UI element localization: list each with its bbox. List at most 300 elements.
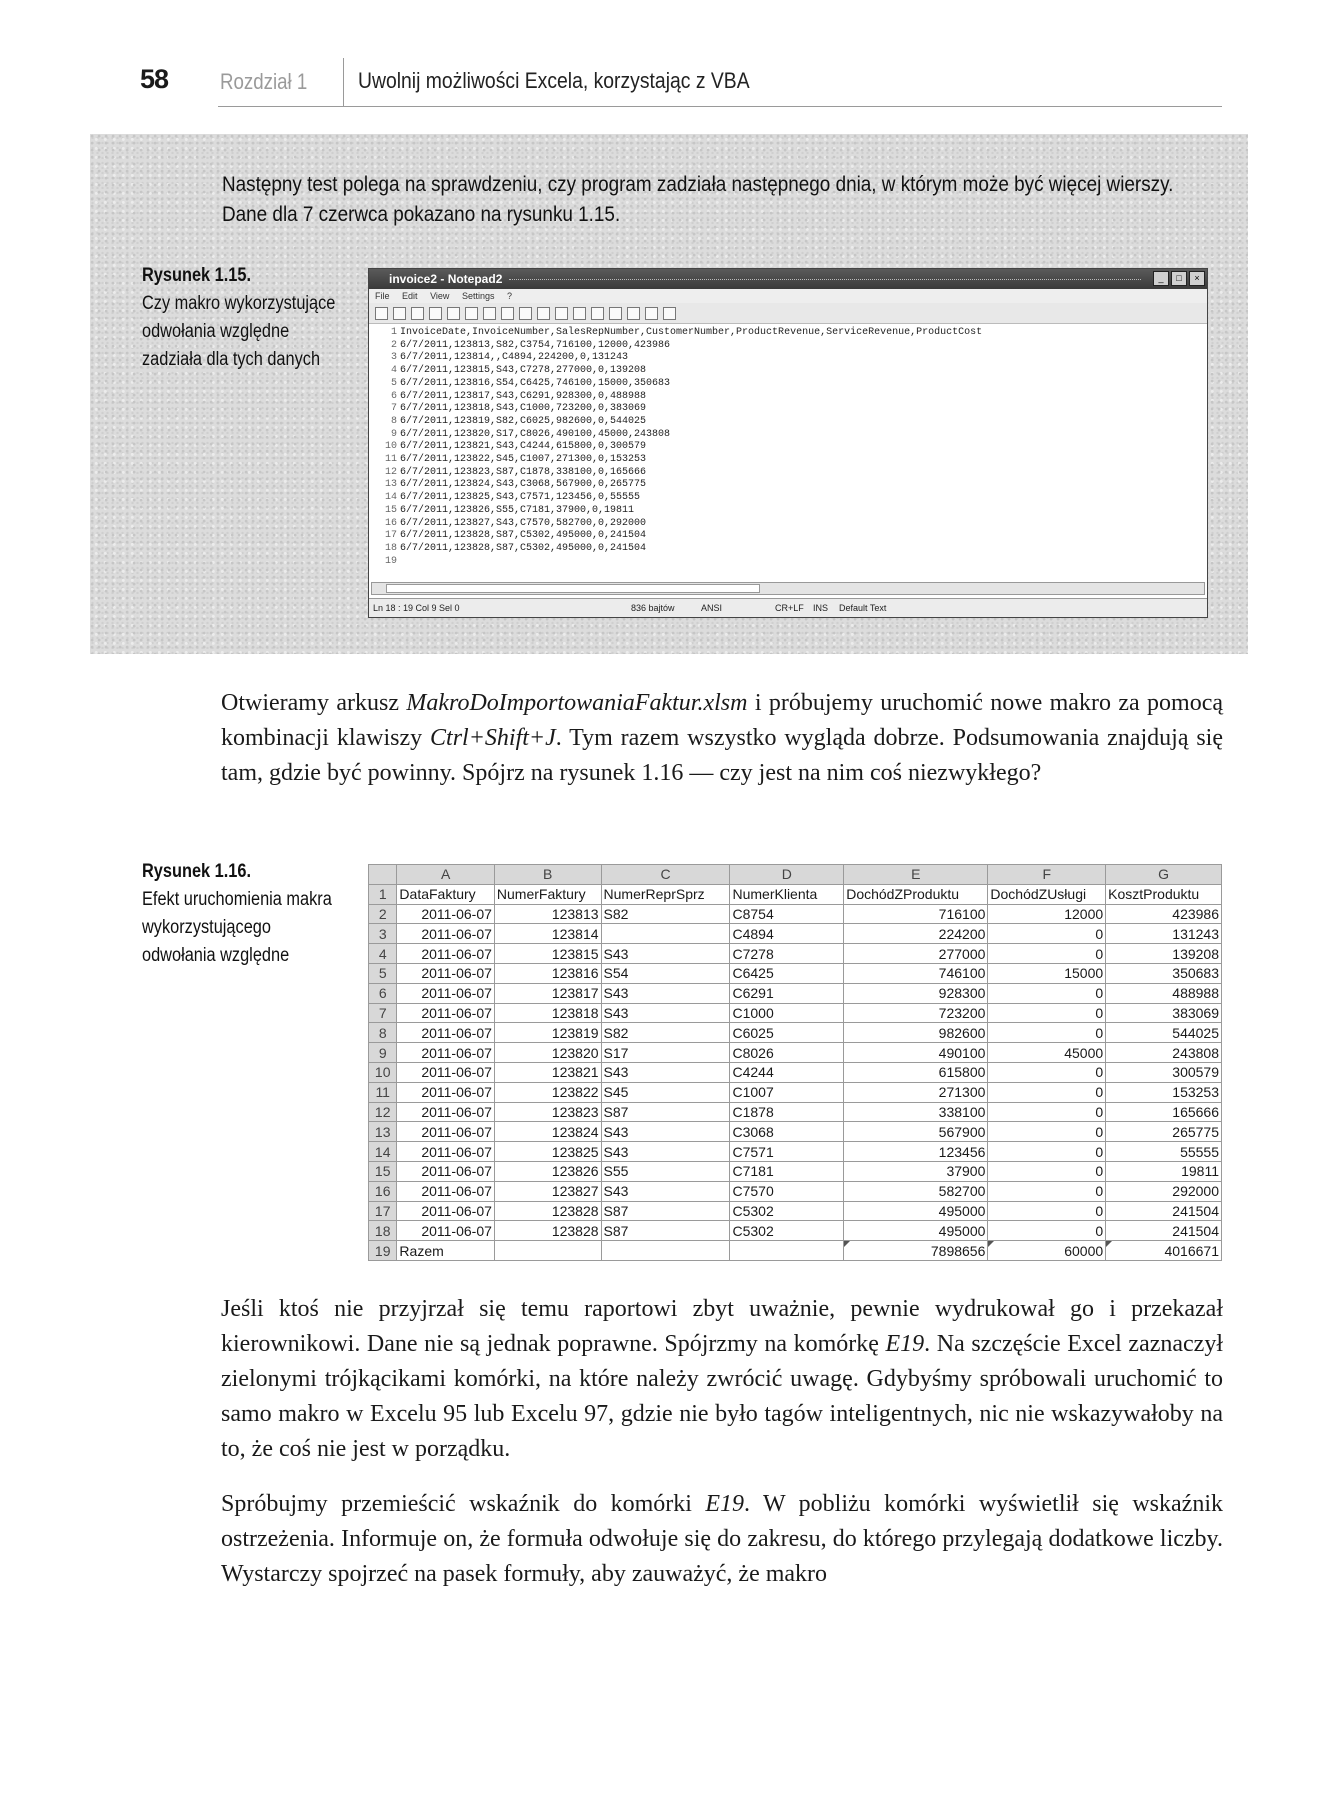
- row-header[interactable]: 16: [369, 1181, 397, 1201]
- cell[interactable]: 123819: [494, 1023, 601, 1043]
- cell[interactable]: 123828: [494, 1221, 601, 1241]
- row-header[interactable]: 2: [369, 904, 397, 924]
- line-number: 9: [390, 428, 397, 440]
- open-file-icon[interactable]: [393, 307, 406, 320]
- line-text: 6/7/2011,123826,S55,C7181,37900,0,19811: [400, 504, 635, 516]
- row-header[interactable]: 18: [369, 1221, 397, 1241]
- cell[interactable]: C7570: [730, 1181, 844, 1201]
- line-number: 1: [390, 327, 397, 338]
- cell[interactable]: S43: [601, 1122, 730, 1142]
- menu-help[interactable]: ?: [506, 291, 512, 301]
- line-number: 16: [384, 517, 397, 529]
- cell[interactable]: S43: [601, 1062, 730, 1082]
- row-header[interactable]: 13: [369, 1122, 397, 1142]
- line-text: 6/7/2011,123821,S43,C4244,615800,0,300579: [400, 441, 647, 453]
- cell[interactable]: C5302: [730, 1201, 844, 1221]
- editor-line: [369, 454, 1207, 467]
- cell[interactable]: 615800: [844, 1062, 988, 1082]
- row-header[interactable]: 7: [369, 1003, 397, 1023]
- cell[interactable]: S82: [601, 904, 730, 924]
- row-header[interactable]: 5: [369, 963, 397, 983]
- notepad-titlebar: [369, 269, 1207, 289]
- example-line-2: Dane dla 7 czerwca pokazano na rysunku 1.15.: [222, 203, 621, 226]
- table-row: [369, 983, 1222, 1003]
- line-text: 6/7/2011,123817,S43,C6291,928300,0,488988: [400, 390, 647, 402]
- line-text: 6/7/2011,123824,S43,C3068,567900,0,265775: [400, 479, 647, 491]
- cell[interactable]: 582700: [844, 1181, 988, 1201]
- cell[interactable]: NumerReprSprz: [601, 884, 730, 904]
- cell[interactable]: 153253: [1106, 1082, 1222, 1102]
- cell[interactable]: 0: [988, 983, 1106, 1003]
- cell[interactable]: 19811: [1106, 1161, 1222, 1181]
- row-header[interactable]: 12: [369, 1102, 397, 1122]
- column-header[interactable]: F: [988, 865, 1106, 885]
- cell[interactable]: 265775: [1106, 1122, 1222, 1142]
- line-text: 6/7/2011,123823,S87,C1878,338100,0,165666: [400, 466, 647, 478]
- editor-line: [369, 352, 1207, 365]
- cell[interactable]: 746100: [844, 963, 988, 983]
- text: . Tym razem wszystko wygląda dobrze. Podsumowania znajdują się tam, gdzie być powinny. Spójrz na rysunek 1.16 — czy jest na nim coś niezwykłego?: [221, 725, 1223, 786]
- table-row: [369, 1003, 1222, 1023]
- header-divider: [343, 58, 344, 106]
- zoom-in-icon[interactable]: [591, 307, 604, 320]
- column-header[interactable]: E: [844, 865, 988, 885]
- cell[interactable]: 277000: [844, 944, 988, 964]
- editor-line: [369, 340, 1207, 353]
- maximize-icon[interactable]: □: [1171, 271, 1187, 286]
- undo-icon[interactable]: [447, 307, 460, 320]
- line-number: 4: [390, 365, 397, 377]
- cell[interactable]: 2011-06-07: [397, 1043, 494, 1063]
- cell[interactable]: C8754: [730, 904, 844, 924]
- shortcut: Ctrl+Shift+J: [430, 725, 556, 751]
- status-encoding: ANSI: [701, 603, 723, 613]
- cell[interactable]: C3068: [730, 1122, 844, 1142]
- replace-icon[interactable]: [555, 307, 568, 320]
- cell[interactable]: C1000: [730, 1003, 844, 1023]
- cell[interactable]: S82: [601, 1023, 730, 1043]
- cell[interactable]: S54: [601, 963, 730, 983]
- text: i próbujemy uruchomić nowe makro za pomocą kombinacji klawiszy: [221, 690, 1223, 751]
- paragraph-1: [221, 686, 1223, 791]
- line-text: 6/7/2011,123820,S17,C8026,490100,45000,243808: [400, 428, 671, 440]
- paragraph-2: [221, 1292, 1223, 1467]
- cell[interactable]: C1878: [730, 1102, 844, 1122]
- minimize-icon[interactable]: _: [1153, 271, 1169, 286]
- cell[interactable]: 0: [988, 1221, 1106, 1241]
- cell[interactable]: 2011-06-07: [397, 924, 494, 944]
- status-position: Ln 18 : 19 Col 9 Sel 0: [373, 603, 460, 613]
- cell[interactable]: C6291: [730, 983, 844, 1003]
- editor-line: [369, 403, 1207, 416]
- table-row: [369, 1062, 1222, 1082]
- cell[interactable]: 723200: [844, 1003, 988, 1023]
- zoom-out-icon[interactable]: [609, 307, 622, 320]
- cell[interactable]: 123815: [494, 944, 601, 964]
- column-header[interactable]: C: [601, 865, 730, 885]
- cell[interactable]: 2011-06-07: [397, 1142, 494, 1162]
- cell[interactable]: 2011-06-07: [397, 1023, 494, 1043]
- cell[interactable]: 2011-06-07: [397, 1003, 494, 1023]
- select-all-corner[interactable]: [369, 865, 397, 885]
- cell[interactable]: 123826: [494, 1161, 601, 1181]
- editor-line: [369, 327, 1207, 340]
- example-text: [222, 170, 1174, 230]
- line-number: 17: [384, 530, 397, 542]
- cell[interactable]: 123824: [494, 1122, 601, 1142]
- cell[interactable]: DochódZUsługi: [988, 884, 1106, 904]
- copy-icon[interactable]: [501, 307, 514, 320]
- status-size: 836 bajtów: [631, 603, 675, 613]
- cell[interactable]: S87: [601, 1221, 730, 1241]
- notepad-menubar: [369, 289, 1207, 303]
- editor-line: [369, 365, 1207, 378]
- cell[interactable]: 350683: [1106, 963, 1222, 983]
- cell[interactable]: C6425: [730, 963, 844, 983]
- cell[interactable]: 123813: [494, 904, 601, 924]
- browse-icon[interactable]: [411, 307, 424, 320]
- close-icon[interactable]: ×: [1189, 271, 1205, 286]
- line-text: 6/7/2011,123816,S54,C6425,746100,15000,350683: [400, 377, 671, 389]
- text: Otwieramy arkusz: [221, 690, 407, 716]
- cut-icon[interactable]: [483, 307, 496, 320]
- notepad-editor[interactable]: [369, 324, 1207, 577]
- figure-16-caption-line: Efekt uruchomienia makra: [142, 889, 332, 910]
- cell[interactable]: 123818: [494, 1003, 601, 1023]
- column-header[interactable]: A: [397, 865, 494, 885]
- cell[interactable]: 716100: [844, 904, 988, 924]
- header-rule: [218, 106, 1222, 107]
- line-text: 6/7/2011,123822,S45,C1007,271300,0,153253: [400, 454, 647, 466]
- line-number: 18: [384, 542, 397, 554]
- paragraph-3: [221, 1487, 1223, 1592]
- cell[interactable]: S87: [601, 1102, 730, 1122]
- cell[interactable]: 123822: [494, 1082, 601, 1102]
- editor-line: [369, 391, 1207, 404]
- line-text: 6/7/2011,123818,S43,C1000,723200,0,383069: [400, 403, 647, 415]
- table-row: [369, 1201, 1222, 1221]
- find-icon[interactable]: [537, 307, 550, 320]
- line-text: 6/7/2011,123819,S82,C6025,982600,0,544025: [400, 415, 647, 427]
- cell[interactable]: 2011-06-07: [397, 1201, 494, 1221]
- cell[interactable]: 123821: [494, 1062, 601, 1082]
- row-header[interactable]: 14: [369, 1142, 397, 1162]
- cell[interactable]: S43: [601, 1181, 730, 1201]
- row-header[interactable]: 9: [369, 1043, 397, 1063]
- cell[interactable]: C7278: [730, 944, 844, 964]
- editor-line: [369, 416, 1207, 429]
- cell[interactable]: 37900: [844, 1161, 988, 1181]
- line-text: InvoiceDate,InvoiceNumber,SalesRepNumber,CustomerNumber,ProductRevenue,ServiceRevenue,ProductCost: [400, 327, 983, 338]
- status-scheme: Default Text: [839, 603, 887, 613]
- line-number: 14: [384, 492, 397, 504]
- line-text: 6/7/2011,123827,S43,C7570,582700,0,292000: [400, 517, 647, 529]
- line-text: 6/7/2011,123814,,C4894,224200,0,131243: [400, 352, 629, 364]
- cell[interactable]: 123456: [844, 1142, 988, 1162]
- paste-icon[interactable]: [519, 307, 532, 320]
- line-number: 19: [384, 555, 397, 567]
- notepad-toolbar: [369, 303, 1207, 324]
- cell-ref: E19: [885, 1331, 925, 1357]
- cell[interactable]: C7181: [730, 1161, 844, 1181]
- spreadsheet: [368, 864, 1222, 1261]
- column-header[interactable]: B: [494, 865, 601, 885]
- cell[interactable]: 982600: [844, 1023, 988, 1043]
- cell[interactable]: 131243: [1106, 924, 1222, 944]
- cell[interactable]: Razem: [397, 1241, 494, 1261]
- row-header[interactable]: 4: [369, 944, 397, 964]
- editor-line: [369, 429, 1207, 442]
- chapter-title: Uwolnij możliwości Excela, korzystając z VBA: [358, 68, 750, 93]
- cell[interactable]: DochódZProduktu: [844, 884, 988, 904]
- editor-line: [369, 492, 1207, 505]
- cell[interactable]: 123820: [494, 1043, 601, 1063]
- cell[interactable]: C4894: [730, 924, 844, 944]
- redo-icon[interactable]: [465, 307, 478, 320]
- cell[interactable]: 488988: [1106, 983, 1222, 1003]
- cell[interactable]: 0: [988, 1062, 1106, 1082]
- cell[interactable]: S43: [601, 983, 730, 1003]
- figure-15-caption-line: Czy makro wykorzystujące: [142, 293, 336, 314]
- line-number: 15: [384, 504, 397, 516]
- cell[interactable]: 300579: [1106, 1062, 1222, 1082]
- editor-line: [369, 530, 1207, 543]
- cell[interactable]: 2011-06-07: [397, 963, 494, 983]
- cell[interactable]: 55555: [1106, 1142, 1222, 1162]
- exit-icon[interactable]: [663, 307, 676, 320]
- cell[interactable]: 123817: [494, 983, 601, 1003]
- row-header[interactable]: 10: [369, 1062, 397, 1082]
- cell[interactable]: C6025: [730, 1023, 844, 1043]
- cell[interactable]: [601, 1241, 730, 1261]
- cell[interactable]: 0: [988, 1023, 1106, 1043]
- table-row: [369, 1043, 1222, 1063]
- editor-line: [369, 543, 1207, 556]
- filename: MakroDoImportowaniaFaktur.xlsm: [406, 690, 748, 716]
- figure-16-caption-line: odwołania względne: [142, 945, 290, 966]
- text: . Na szczęście Excel zaznaczył zielonymi trójkącikami komórki, na które należy zwrócić uwagę. Gdybyśmy spróbowali uruchomić to samo makro w Excelu 95 lub Excelu 97, gdzie nie było tagów inteligentnych, nic nie wskazywałoby na to, że coś nie jest w porządku.: [221, 1331, 1224, 1462]
- cell[interactable]: 383069: [1106, 1003, 1222, 1023]
- table-row: [369, 944, 1222, 964]
- cell[interactable]: 123814: [494, 924, 601, 944]
- row-header[interactable]: 15: [369, 1161, 397, 1181]
- cell[interactable]: S17: [601, 1043, 730, 1063]
- cell[interactable]: 2011-06-07: [397, 1062, 494, 1082]
- cell[interactable]: 241504: [1106, 1221, 1222, 1241]
- horizontal-scrollbar[interactable]: [371, 582, 1205, 595]
- cell[interactable]: NumerKlienta: [730, 884, 844, 904]
- line-number: 11: [384, 454, 397, 466]
- cell[interactable]: 2011-06-07: [397, 1122, 494, 1142]
- column-header[interactable]: G: [1106, 865, 1222, 885]
- cell[interactable]: 2011-06-07: [397, 944, 494, 964]
- cell[interactable]: S43: [601, 1142, 730, 1162]
- customize-icon[interactable]: [645, 307, 658, 320]
- figure-15-caption-line: zadziała dla tych danych: [142, 349, 321, 370]
- figure-15-caption: [142, 262, 335, 374]
- cell[interactable]: C5302: [730, 1221, 844, 1241]
- table-row: [369, 904, 1222, 924]
- figure-15-label: Rysunek 1.15.: [142, 265, 252, 286]
- cell[interactable]: 2011-06-07: [397, 1161, 494, 1181]
- cell[interactable]: 45000: [988, 1043, 1106, 1063]
- menu-view[interactable]: View: [430, 291, 450, 301]
- cell[interactable]: 2011-06-07: [397, 1102, 494, 1122]
- menu-edit[interactable]: Edit: [402, 291, 418, 301]
- cell[interactable]: 165666: [1106, 1102, 1222, 1122]
- cell[interactable]: 139208: [1106, 944, 1222, 964]
- figure-16-caption: [142, 858, 332, 970]
- column-header[interactable]: D: [730, 865, 844, 885]
- line-text: 6/7/2011,123813,S82,C3754,716100,12000,423986: [400, 339, 671, 351]
- cell[interactable]: C4244: [730, 1062, 844, 1082]
- cell[interactable]: 544025: [1106, 1023, 1222, 1043]
- line-number: 3: [390, 352, 397, 364]
- cell[interactable]: C1007: [730, 1082, 844, 1102]
- text: . W pobliżu komórki wyświetlił się wskaźnik ostrzeżenia. Informuje on, że formuła odwołuje się do zakresu, do którego przylegają dodatkowe liczby. Wystarczy spojrzeć na pasek formuły, aby zauważyć, że makro: [221, 1491, 1223, 1587]
- cell[interactable]: 123825: [494, 1142, 601, 1162]
- row-header[interactable]: 8: [369, 1023, 397, 1043]
- cell[interactable]: 0: [988, 944, 1106, 964]
- cell[interactable]: 60000: [988, 1241, 1106, 1261]
- menu-settings[interactable]: Settings: [461, 291, 495, 301]
- cell[interactable]: KosztProduktu: [1106, 884, 1222, 904]
- cell[interactable]: 271300: [844, 1082, 988, 1102]
- row-header[interactable]: 19: [369, 1241, 397, 1261]
- cell[interactable]: 0: [988, 1122, 1106, 1142]
- line-text: 6/7/2011,123828,S87,C5302,495000,0,241504: [400, 530, 647, 542]
- new-file-icon[interactable]: [375, 307, 388, 320]
- line-text: 6/7/2011,123815,S43,C7278,277000,0,139208: [400, 365, 647, 377]
- status-eol: CR+LF: [775, 603, 804, 613]
- cell[interactable]: 2011-06-07: [397, 1181, 494, 1201]
- cell[interactable]: [494, 1241, 601, 1261]
- cell[interactable]: 567900: [844, 1122, 988, 1142]
- row-header[interactable]: 1: [369, 884, 397, 904]
- scrollbar-thumb[interactable]: [386, 584, 760, 593]
- cell[interactable]: 123827: [494, 1181, 601, 1201]
- table-row: [369, 1023, 1222, 1043]
- figure-16-caption-line: wykorzystującego: [142, 917, 271, 938]
- cell[interactable]: 2011-06-07: [397, 1082, 494, 1102]
- table-row: [369, 1142, 1222, 1162]
- cell[interactable]: 2011-06-07: [397, 983, 494, 1003]
- editor-line: [369, 479, 1207, 492]
- line-number: 7: [390, 403, 397, 415]
- line-text: 6/7/2011,123825,S43,C7571,123456,0,55555: [400, 492, 641, 504]
- editor-line: [369, 467, 1207, 480]
- cell[interactable]: 0: [988, 1082, 1106, 1102]
- cell[interactable]: S43: [601, 1003, 730, 1023]
- menu-file[interactable]: File: [375, 291, 390, 301]
- cell[interactable]: S45: [601, 1082, 730, 1102]
- cell[interactable]: 0: [988, 924, 1106, 944]
- table-row: [369, 1161, 1222, 1181]
- total-row: [369, 1241, 1222, 1261]
- cell[interactable]: 4016671: [1106, 1241, 1222, 1261]
- text: Spróbujmy przemieścić wskaźnik do komórki: [221, 1491, 706, 1517]
- table-row: [369, 884, 1222, 904]
- cell[interactable]: C7571: [730, 1142, 844, 1162]
- cell[interactable]: 292000: [1106, 1181, 1222, 1201]
- text: Jeśli ktoś nie przyjrzał się temu raportowi zbyt uważnie, pewnie wydrukował go i przekazał kierownikowi. Dane nie są jednak poprawne. Spójrzmy na komórkę: [221, 1296, 1223, 1357]
- line-number: 5: [390, 377, 397, 389]
- cell[interactable]: [730, 1241, 844, 1261]
- editor-line: [369, 518, 1207, 531]
- table-row: [369, 963, 1222, 983]
- cell[interactable]: 0: [988, 1003, 1106, 1023]
- editor-line: [369, 556, 1207, 569]
- line-number: 10: [384, 441, 397, 453]
- cell-ref: E19: [705, 1491, 745, 1517]
- line-number: 12: [384, 466, 397, 478]
- cell[interactable]: 123816: [494, 963, 601, 983]
- cell[interactable]: 7898656: [844, 1241, 988, 1261]
- cell[interactable]: 495000: [844, 1221, 988, 1241]
- cell[interactable]: [601, 924, 730, 944]
- cell[interactable]: 12000: [988, 904, 1106, 924]
- cell[interactable]: 224200: [844, 924, 988, 944]
- cell[interactable]: 2011-06-07: [397, 904, 494, 924]
- row-header[interactable]: 17: [369, 1201, 397, 1221]
- notepad-title: invoice2 - Notepad2: [389, 272, 503, 286]
- table-row: [369, 1181, 1222, 1201]
- editor-line: [369, 505, 1207, 518]
- line-text: 6/7/2011,123828,S87,C5302,495000,0,241504: [400, 542, 647, 554]
- cell[interactable]: 2011-06-07: [397, 1221, 494, 1241]
- row-header[interactable]: 3: [369, 924, 397, 944]
- page-number: 58: [140, 64, 169, 94]
- table-row: [369, 1102, 1222, 1122]
- table-row: [369, 1122, 1222, 1142]
- scheme-icon[interactable]: [627, 307, 640, 320]
- cell[interactable]: C8026: [730, 1043, 844, 1063]
- cell[interactable]: 123828: [494, 1201, 601, 1221]
- cell[interactable]: S87: [601, 1201, 730, 1221]
- editor-line: [369, 378, 1207, 391]
- chapter-label: Rozdział 1: [220, 69, 308, 94]
- cell[interactable]: 15000: [988, 963, 1106, 983]
- cell[interactable]: 0: [988, 1181, 1106, 1201]
- cell[interactable]: 495000: [844, 1201, 988, 1221]
- cell[interactable]: 338100: [844, 1102, 988, 1122]
- cell[interactable]: 241504: [1106, 1201, 1222, 1221]
- cell[interactable]: DataFaktury: [397, 884, 494, 904]
- status-ins: INS: [813, 603, 829, 613]
- cell[interactable]: 123823: [494, 1102, 601, 1122]
- table-row: [369, 1221, 1222, 1241]
- save-icon[interactable]: [429, 307, 442, 320]
- cell[interactable]: 928300: [844, 983, 988, 1003]
- cell[interactable]: 490100: [844, 1043, 988, 1063]
- cell[interactable]: 0: [988, 1142, 1106, 1162]
- row-header[interactable]: 6: [369, 983, 397, 1003]
- line-number: 13: [384, 479, 397, 491]
- cell[interactable]: 243808: [1106, 1043, 1222, 1063]
- cell[interactable]: S43: [601, 944, 730, 964]
- cell[interactable]: 0: [988, 1201, 1106, 1221]
- figure-16-label: Rysunek 1.16.: [142, 861, 252, 882]
- row-header[interactable]: 11: [369, 1082, 397, 1102]
- table-row: [369, 924, 1222, 944]
- cell[interactable]: 0: [988, 1161, 1106, 1181]
- cell[interactable]: 0: [988, 1102, 1106, 1122]
- line-number: 2: [390, 339, 397, 351]
- cell[interactable]: 423986: [1106, 904, 1222, 924]
- cell[interactable]: NumerFaktury: [494, 884, 601, 904]
- word-wrap-icon[interactable]: [573, 307, 586, 320]
- cell[interactable]: S55: [601, 1161, 730, 1181]
